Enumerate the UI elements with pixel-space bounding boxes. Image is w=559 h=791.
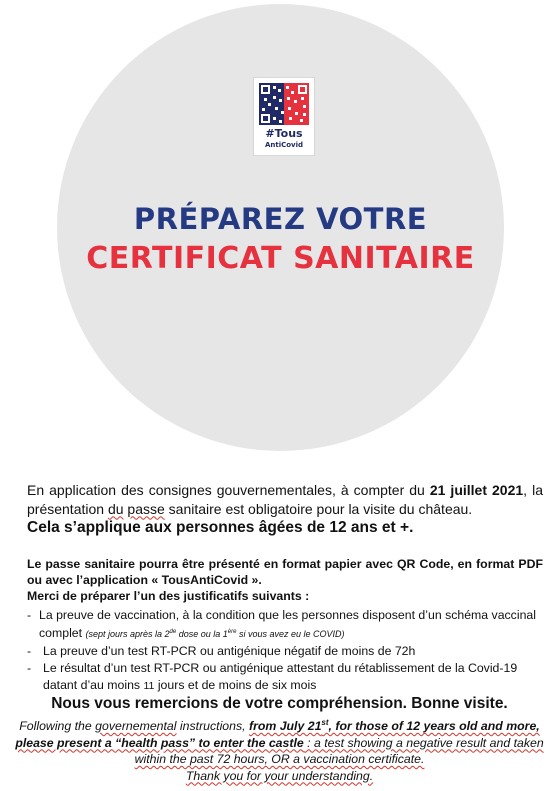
headline-line-1: PRÉPAREZ VOTRE [133, 202, 428, 236]
list-item: - La preuve de vaccination, à la condition que les personnes disposent d’un schéma vaccinal complet (sept jours après la 2de dose ou la 1ère si vous avez eu le COVID) [27, 608, 536, 640]
date-highlight: 21 juillet 2021 [429, 482, 524, 498]
headline-line-2: CERTIFICAT SANITAIRE [86, 241, 475, 276]
proofs-intro: Merci de préparer l’un des justificatifs suivants : [27, 589, 310, 603]
english-thanks: Thank you for your understanding. [185, 768, 374, 783]
formats-paragraph: Le passe sanitaire pourra être présenté en format papier avec QR Code, en format PDF ou avec l’application « TousAntiCovid ». [27, 557, 543, 587]
proofs-list [27, 607, 543, 695]
english-notice: Following the governemental instructions, from July 21st, for those of 12 years old and more, please present a “health pass” to enter the castle : a test showing a negative result and taken within the past 72 hours, OR a vaccination certificate. Thank you for your understanding. [15, 718, 544, 783]
qr-code-icon [259, 83, 309, 125]
tousanticovid-logo [253, 77, 315, 156]
logo-hashtag: #Tous [265, 127, 303, 140]
logo-subtitle: AntiCovid [264, 141, 304, 149]
list-item: - La preuve d’un test RT-PCR ou antigénique négatif de moins de 72h [27, 644, 416, 658]
age-notice: Cela s’applique aux personnes âgées de 12 ans et +. [27, 519, 414, 536]
thanks-line: Nous vous remercions de votre compréhension. Bonne visite. [51, 695, 508, 712]
vaccination-note: (sept jours après la 2de dose ou la 1ère si vous avez eu le COVID) [85, 629, 345, 639]
intro-paragraph: En application des consignes gouvernementales, à compter du 21 juillet 2021, la présentation du passe sanitaire est obligatoire pour la visite du château. [27, 482, 543, 517]
list-item: - Le résultat d’un test RT-PCR ou antigénique attestant du rétablissement de la Covid-19 datant d’au moins 11 jours et de moins de six mois [27, 661, 518, 692]
